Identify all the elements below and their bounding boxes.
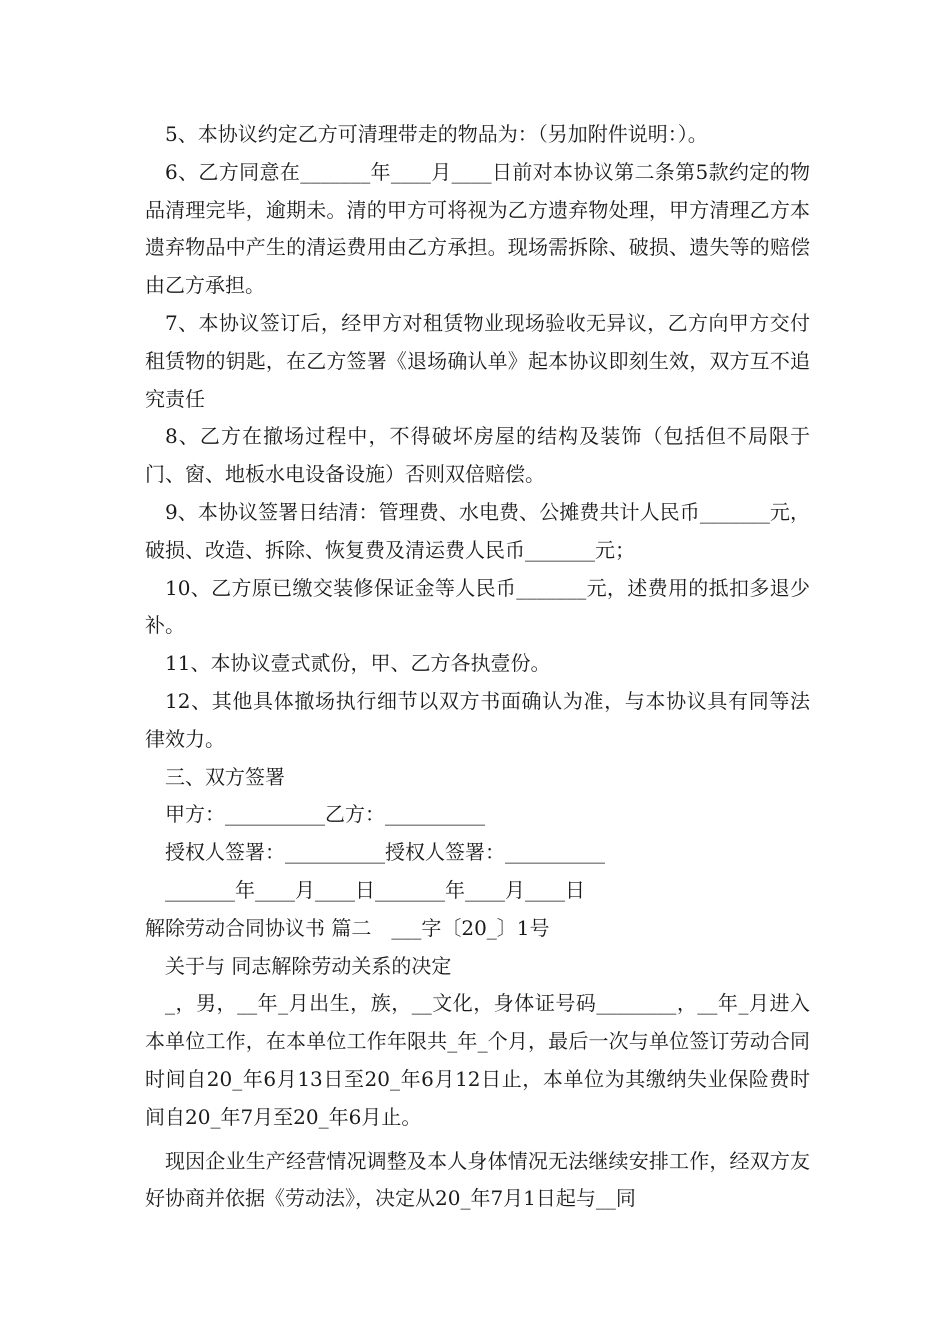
document-page xyxy=(145,116,810,1218)
signature-dates: _______年____月____日_______年____月____日 xyxy=(165,877,585,902)
termination-reason: 现因企业生产经营情况调整及本人身体情况无法继续安排工作，经双方友好协商并依据《劳动法》，决定从20_年7月1日起与__同 xyxy=(145,1148,810,1211)
clause-7: 7、本协议签订后，经甲方对租赁物业现场验收无异议，乙方向甲方交付租赁物的钥匙，在乙方签署《退场确认单》起本协议即刻生效，双方互不追究责任 xyxy=(145,310,810,411)
decision-title: 关于与 同志解除劳动关系的决定 xyxy=(165,953,452,978)
clause-9: 9、本协议签署日结清：管理费、水电费、公摊费共计人民币_______元，破损、改造、拆除、恢复费及清运费人民币_______元； xyxy=(145,499,810,562)
clause-8: 8、乙方在撤场过程中，不得破坏房屋的结构及装饰（包括但不局限于门、窗、地板水电设备设施）否则双倍赔偿。 xyxy=(145,424,810,487)
signature-parties: 甲方：__________乙方：__________ xyxy=(165,802,485,827)
signature-authorized: 授权人签署：__________授权人签署：__________ xyxy=(165,840,605,865)
clause-11: 11、本协议壹式贰份，甲、乙方各执壹份。 xyxy=(165,651,551,676)
section-heading: 三、双方签署 xyxy=(165,764,285,789)
clause-12: 12、其他具体撤场执行细节以双方书面确认为准，与本协议具有同等法律效力。 xyxy=(145,688,810,751)
clause-10: 10、乙方原已缴交装修保证金等人民币_______元，述费用的抵扣多退少补。 xyxy=(145,575,810,638)
clause-6: 6、乙方同意在_______年____月____日前对本协议第二条第5款约定的物品清理完毕，逾期未。清的甲方可将视为乙方遗弃物处理，甲方清理乙方本遗弃物品中产生的清运费用由乙方承担。现场需拆除、破损、遗失等的赔偿由乙方承担。 xyxy=(145,159,810,298)
employee-info: _，男，__年_月出生，族，__文化，身体证号码________，__年_月进入本单位工作，在本单位工作年限共_年_个月，最后一次与单位签订劳动合同时间自20_年6月13日至20_年6月12日止，本单位为其缴纳失业保险费时间自20_年7月至20_年6月止。 xyxy=(145,991,810,1129)
clause-5: 5、本协议约定乙方可清理带走的物品为：（另加附件说明：）。 xyxy=(165,122,708,146)
part-2-heading: 解除劳动合同协议书 篇二 ___字〔20_〕1号 xyxy=(145,915,550,940)
